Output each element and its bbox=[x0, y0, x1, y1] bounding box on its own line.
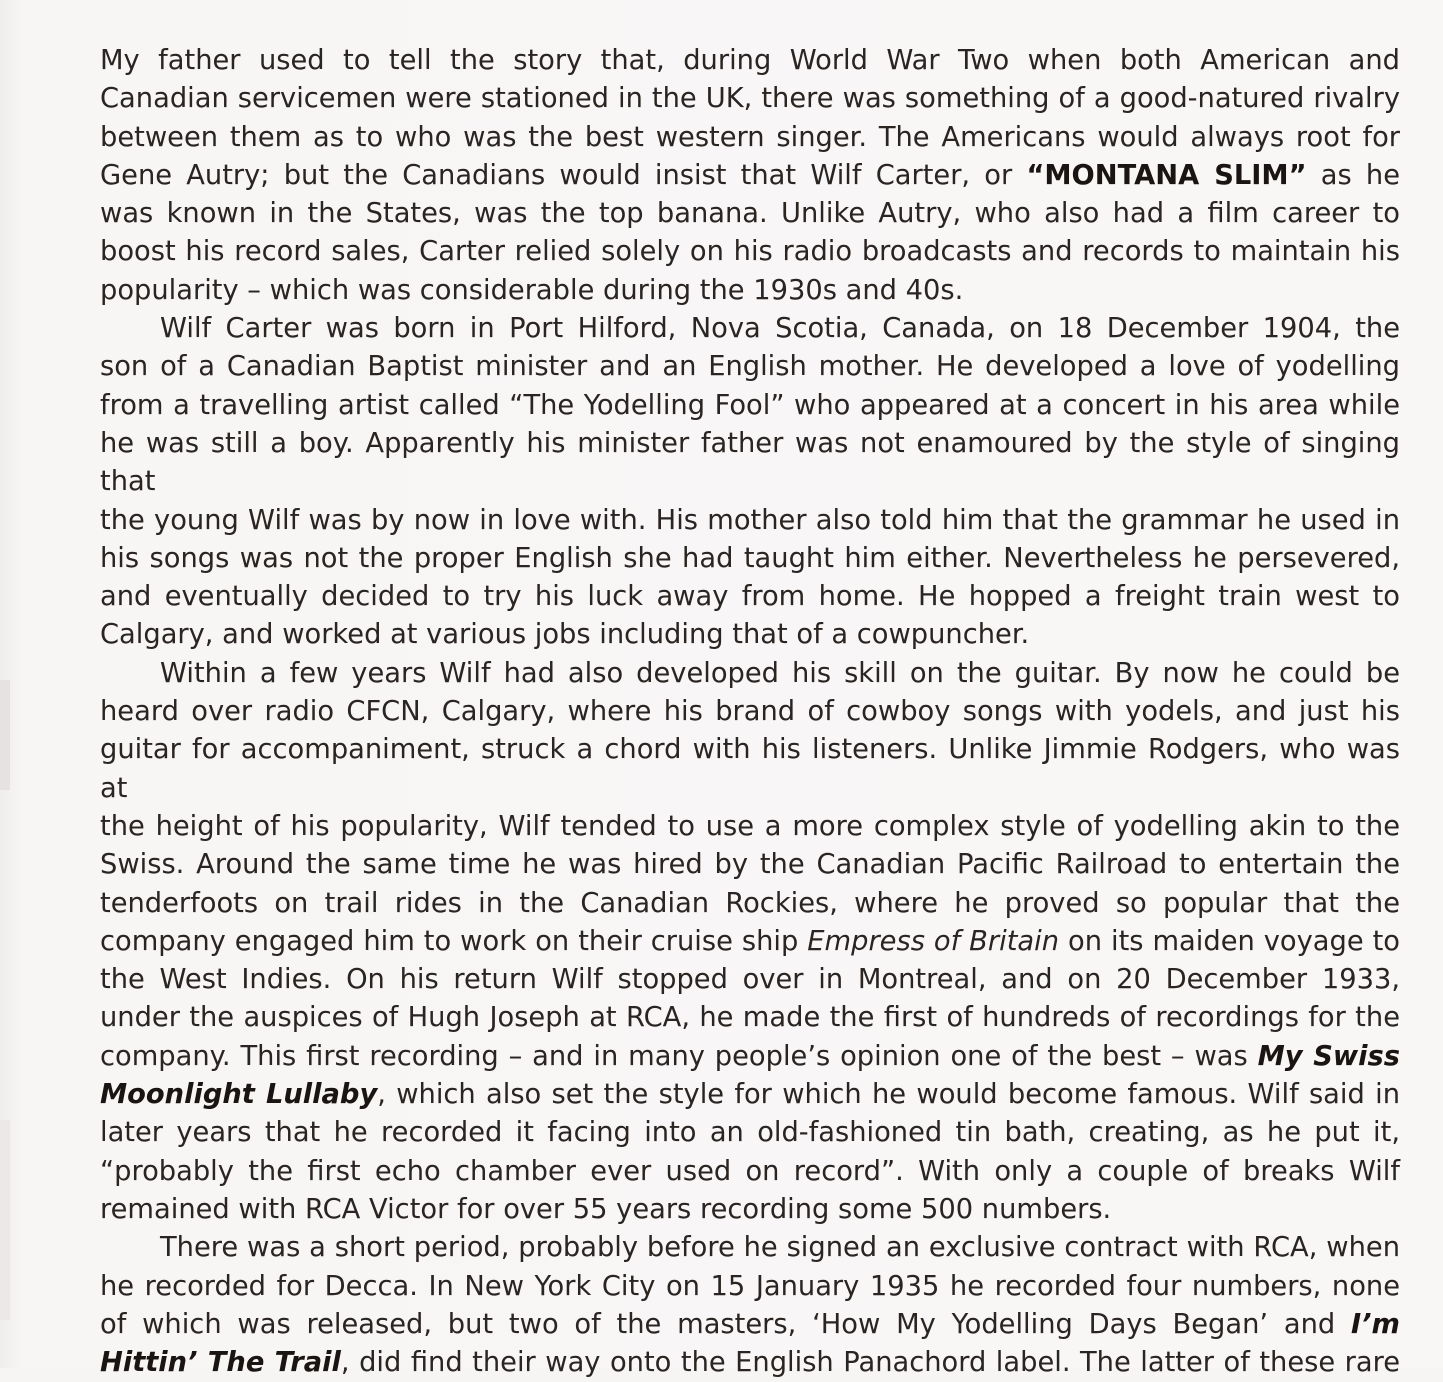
text-line bbox=[100, 195, 1400, 233]
text-line bbox=[100, 999, 1400, 1037]
text-line bbox=[100, 885, 1400, 923]
text-line bbox=[100, 1344, 1400, 1382]
text-run: guitar for accompaniment, struck a chord with his listeners. Unlike Jimmie Rodgers, who was at bbox=[100, 734, 1400, 804]
text-line bbox=[100, 1114, 1400, 1152]
text-run: the West Indies. On his return Wilf stopped over in Montreal, and on 20 December 1933, bbox=[100, 964, 1400, 996]
text-line bbox=[100, 348, 1400, 386]
text-line bbox=[100, 846, 1400, 884]
text-line bbox=[100, 1306, 1400, 1344]
text-line bbox=[100, 616, 1400, 654]
text-line bbox=[100, 310, 1400, 348]
text-run: remained with RCA Victor for over 55 years recording some 500 numbers. bbox=[100, 1193, 1112, 1225]
bold-title: “MONTANA SLIM” bbox=[1026, 159, 1307, 191]
text-line bbox=[100, 425, 1400, 502]
text-run: Gene Autry; but the Canadians would insist that Wilf Carter, or bbox=[100, 159, 1027, 191]
italic-title: Empress of Britain bbox=[807, 925, 1060, 957]
text-line bbox=[100, 157, 1400, 195]
text-run: he was still a boy. Apparently his minister father was not enamoured by the style of singing that bbox=[100, 427, 1400, 498]
text-run: was known in the States, was the top banana. Unlike Autry, who also had a film career to bbox=[100, 198, 1400, 230]
text-run: “probably the first echo chamber ever used on record”. With only a couple of breaks Wilf bbox=[100, 1155, 1400, 1187]
text-run: his songs was not the proper English she had taught him either. Nevertheless he persevered, bbox=[100, 542, 1400, 574]
text-line bbox=[100, 387, 1400, 425]
text-run: boost his record sales, Carter relied solely on his radio broadcasts and records to maintain his bbox=[100, 236, 1400, 268]
text-run: between them as to who was the best western singer. The Americans would always root for bbox=[100, 121, 1400, 153]
text-line bbox=[100, 923, 1400, 961]
text-line bbox=[100, 1153, 1400, 1191]
bold-title: My Swiss bbox=[1257, 1040, 1400, 1072]
text-run: Within a few years Wilf had also developed his skill on the guitar. By now he could be bbox=[160, 657, 1400, 689]
text-run: tenderfoots on trail rides in the Canadian Rockies, where he proved so popular that the bbox=[100, 887, 1400, 919]
text-run: company engaged him to work on their cruise ship bbox=[100, 925, 808, 957]
text-run: Wilf Carter was born in Port Hilford, Nova Scotia, Canada, on 18 December 1904, the bbox=[160, 313, 1400, 345]
text-run: heard over radio CFCN, Calgary, where his brand of cowboy songs with yodels, and just his bbox=[100, 696, 1400, 728]
text-line bbox=[100, 961, 1400, 999]
text-run: There was a short period, probably before he signed an exclusive contract with RCA, when bbox=[160, 1232, 1400, 1264]
text-run: My father used to tell the story that, during World War Two when both American and bbox=[100, 45, 1400, 76]
text-run: Swiss. Around the same time he was hired by the Canadian Pacific Railroad to entertain the bbox=[100, 849, 1400, 881]
text-line bbox=[100, 1191, 1400, 1229]
text-run: company. This first recording – and in many people’s opinion one of the best – was bbox=[100, 1040, 1258, 1072]
text-line bbox=[100, 272, 1400, 310]
text-run: , did find their way onto the English Panachord label. The latter of these rare bbox=[340, 1347, 1401, 1379]
text-run: as he bbox=[1306, 159, 1400, 191]
bold-title: I’m bbox=[1351, 1308, 1400, 1340]
text-run: and eventually decided to try his luck away from home. He hopped a freight train west to bbox=[100, 581, 1400, 613]
text-line bbox=[100, 540, 1400, 578]
text-run: he recorded for Decca. In New York City on 15 January 1935 he recorded four numbers, none bbox=[100, 1270, 1400, 1302]
text-line bbox=[100, 1038, 1400, 1076]
text-run: on its maiden voyage to bbox=[1059, 925, 1400, 957]
text-line bbox=[100, 1229, 1400, 1267]
text-line bbox=[100, 808, 1400, 846]
text-line bbox=[100, 578, 1400, 616]
text-line bbox=[100, 42, 1400, 80]
text-run: , which also set the style for which he would become famous. Wilf said in bbox=[377, 1079, 1400, 1111]
text-line bbox=[100, 1076, 1400, 1114]
bold-title: Moonlight Lullaby bbox=[100, 1079, 378, 1111]
text-line bbox=[100, 80, 1400, 118]
text-line bbox=[100, 693, 1400, 731]
text-run: of which was released, but two of the masters, ‘How My Yodelling Days Began’ and bbox=[100, 1308, 1352, 1340]
text-line bbox=[100, 502, 1400, 540]
article-body bbox=[100, 42, 1400, 1382]
text-run: the young Wilf was by now in love with. His mother also told him that the grammar he used in bbox=[100, 504, 1400, 536]
text-run: son of a Canadian Baptist minister and an English mother. He developed a love of yodelling bbox=[100, 351, 1400, 383]
page-edge-shadow bbox=[0, 680, 10, 790]
bold-title: Hittin’ The Trail bbox=[100, 1347, 341, 1379]
text-run: under the auspices of Hugh Joseph at RCA, he made the first of hundreds of recordings for the bbox=[100, 1002, 1400, 1034]
text-run: popularity – which was considerable during the 1930s and 40s. bbox=[100, 274, 964, 306]
text-line bbox=[100, 655, 1400, 693]
text-run: from a travelling artist called “The Yodelling Fool” who appeared at a concert in his area while bbox=[100, 389, 1400, 421]
text-line bbox=[100, 233, 1400, 271]
page-edge-shadow bbox=[0, 1120, 10, 1320]
text-run: Canadian servicemen were stationed in the UK, there was something of a good-natured rivalry bbox=[100, 83, 1400, 115]
text-run: Calgary, and worked at various jobs including that of a cowpuncher. bbox=[100, 619, 1030, 651]
text-line bbox=[100, 731, 1400, 808]
text-run: the height of his popularity, Wilf tended to use a more complex style of yodelling akin to the bbox=[100, 810, 1400, 842]
text-line bbox=[100, 1268, 1400, 1306]
text-line bbox=[100, 119, 1400, 157]
text-run: later years that he recorded it facing into an old-fashioned tin bath, creating, as he put it, bbox=[100, 1117, 1400, 1149]
